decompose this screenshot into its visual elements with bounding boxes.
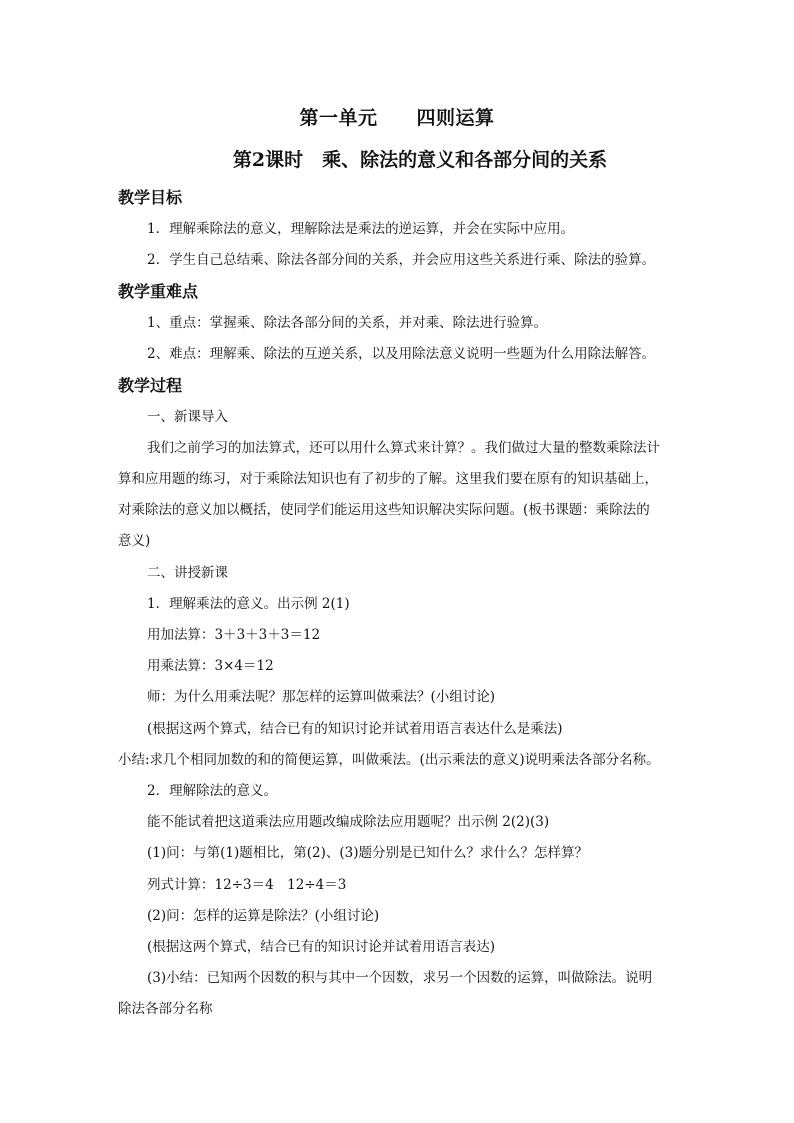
process-line: 一、新课导入 [147,409,228,425]
process-line: 对乘除法的意义加以概括，使同学们能运用这些知识解决实际问题。(板书课题：乘除法的 [118,502,650,518]
process-line: 列式计算：12÷3＝4 12÷4＝3 [147,877,347,893]
lesson-title: 第2课时 乘、除法的意义和各部分间的关系 [232,149,608,171]
process-line: (2)问：怎样的运算是除法？(小组讨论) [147,908,380,924]
objective-item: 1．理解乘除法的意义，理解除法是乘法的逆运算，并会在实际中应用。 [147,221,575,237]
section-heading-key-points: 教学重难点 [118,282,199,301]
process-line: 算和应用题的练习，对于乘除法知识也有了初步的了解。这里我们要在原有的知识基础上， [118,471,658,487]
process-line: 师：为什么用乘法呢？那怎样的运算叫做乘法？(小组讨论) [147,689,496,705]
process-line: 小结:求几个相同加数的和的简便运算，叫做乘法。(出示乘法的意义)说明乘法各部分名称。 [118,752,660,768]
process-line: 2．理解除法的意义。 [147,783,278,799]
process-line: 1．理解乘法的意义。出示例 2(1) [147,596,350,612]
process-line: (根据这两个算式，结合已有的知识讨论并试着用语言表达什么是乘法) [147,721,563,737]
process-line: 用乘法算：3×4＝12 [147,658,274,674]
process-line: (1)问：与第(1)题相比，第(2)、(3)题分别是已知什么？求什么？怎样算？ [147,845,588,861]
process-line: 除法各部分名称 [118,1001,213,1017]
objective-item: 2．学生自己总结乘、除法各部分间的关系，并会应用这些关系进行乘、除法的验算。 [147,252,656,268]
unit-title: 第一单元 四则运算 [299,107,495,129]
process-line: 我们之前学习的加法算式，还可以用什么算式来计算？。我们做过大量的整数乘除法计 [147,440,660,456]
section-heading-process: 教学过程 [118,376,183,395]
process-line: 用加法算：3＋3＋3＋3＝12 [147,627,321,643]
process-line: 能不能试着把这道乘法应用题改编成除法应用题呢？出示例 2(2)(3) [147,814,550,830]
process-line: (根据这两个算式，结合已有的知识讨论并试着用语言表达) [147,939,496,955]
key-point-item: 2、难点：理解乘、除法的互逆关系，以及用除法意义说明一些题为什么用除法解答。 [147,346,656,362]
process-line: 意义) [118,533,151,549]
process-line: 二、讲授新课 [147,565,228,581]
key-point-item: 1、重点：掌握乘、除法各部分间的关系，并对乘、除法进行验算。 [147,315,548,331]
process-line: (3)小结：已知两个因数的积与其中一个因数，求另一个因数的运算，叫做除法。说明 [147,970,653,986]
section-heading-objectives: 教学目标 [118,188,183,207]
